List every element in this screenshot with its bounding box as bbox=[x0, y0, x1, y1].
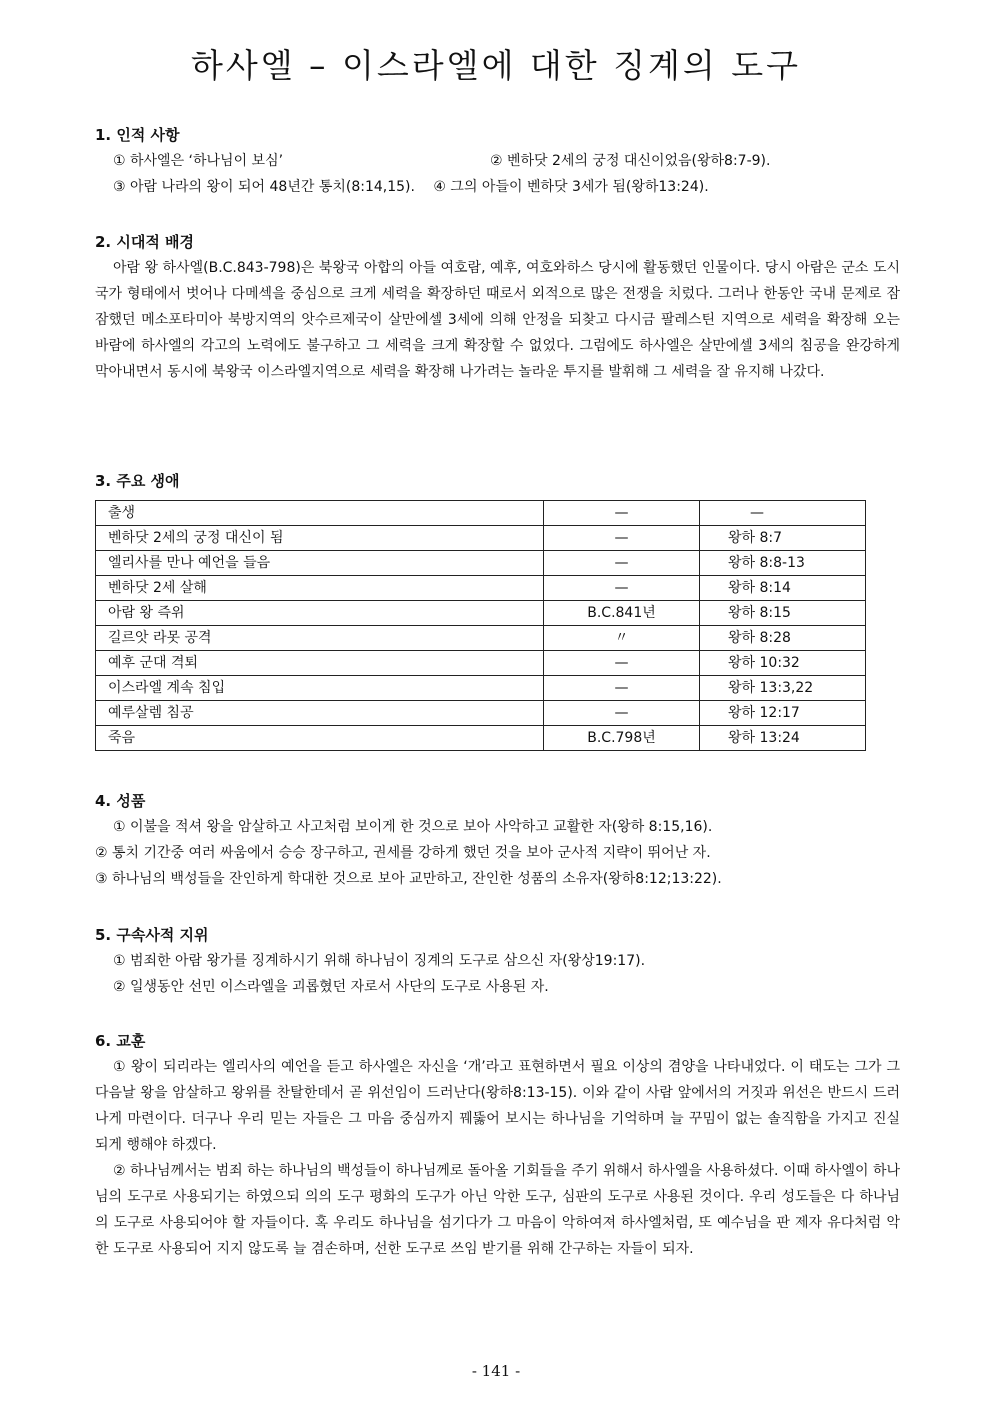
character-item-3: ③ 하나님의 백성들을 잔인하게 학대한 것으로 보아 교만하고, 잔인한 성품의 소유자(왕하8:12;13:22). bbox=[95, 871, 722, 887]
info-item-4: ④ 그의 아들이 벤하닷 3세가 됨(왕하13:24). bbox=[433, 179, 709, 195]
date-cell: — bbox=[544, 651, 700, 676]
ref-cell: 왕하 8:15 bbox=[700, 601, 866, 626]
ref-cell: 왕하 8:28 bbox=[700, 626, 866, 651]
ref-cell: 왕하 12:17 bbox=[700, 701, 866, 726]
lesson-paragraph-2: ② 하나님께서는 범죄 하는 하나님의 백성들이 하나님께로 돌아올 기회들을 주기 위해서 하사엘을 사용하셨다. 이때 하사엘이 하나님의 도구로 사용되기는 하였으되 의의 도구 평화의 도구가 아닌 악한 도구, 심판의 도구로 사용된 것이다. 우리 성도들은 다 하나님의 도구로 사용되어야 할 자들이다. 혹 우리도 하나님을 섬기다가 그 마음이 악하여져 하사엘처럼, 또 예수님을 판 제자 유다처럼 악한 도구로 사용되어 지지 않도록 늘 겸손하며, 선한 도구로 쓰임 받기를 위해 간구하는 자들이 되자. bbox=[95, 1163, 900, 1257]
info-line-1 bbox=[95, 148, 900, 174]
date-cell: B.C.798년 bbox=[544, 726, 700, 751]
event-cell: 아람 왕 즉위 bbox=[96, 601, 544, 626]
life-events-table bbox=[95, 500, 866, 751]
section-major-life bbox=[95, 468, 900, 751]
table-row bbox=[96, 526, 866, 551]
event-cell: 이스라엘 계속 침입 bbox=[96, 676, 544, 701]
date-cell: 〃 bbox=[544, 626, 700, 651]
table-row bbox=[96, 601, 866, 626]
role-item-1: ① 범죄한 아람 왕가를 징계하시기 위해 하나님이 징계의 도구로 삼으신 자(왕상19:17). bbox=[113, 953, 646, 969]
section-redemptive-role bbox=[95, 922, 900, 1000]
date-cell: — bbox=[544, 676, 700, 701]
character-item-1: ① 이불을 적셔 왕을 암살하고 사고처럼 보이게 한 것으로 보아 사악하고 교활한 자(왕하 8:15,16). bbox=[113, 819, 713, 835]
section-personal-info bbox=[95, 122, 900, 200]
date-cell: — bbox=[544, 551, 700, 576]
table-row bbox=[96, 676, 866, 701]
section-heading: 6. 교훈 bbox=[95, 1032, 146, 1050]
ref-cell: 왕하 8:7 bbox=[700, 526, 866, 551]
table-row bbox=[96, 576, 866, 601]
event-cell: 벤하닷 2세 살해 bbox=[96, 576, 544, 601]
background-paragraph: 아람 왕 하사엘(B.C.843-798)은 북왕국 아합의 아들 여호람, 예후, 여호와하스 당시에 활동했던 인물이다. 당시 아람은 군소 도시국가 형태에서 벗어나 다메섹을 중심으로 크게 세력을 확장하던 때로서 외적으로 많은 전쟁을 치렀다. 그러나 한동안 국내 문제로 잠잠했던 메소포타미아 북방지역의 앗수르제국이 살만에셀 3세에 의해 안정을 되찾고 다시금 팔레스틴 지역으로 세력을 확장해 오는 바람에 하사엘의 각고의 노력에도 불구하고 그 세력을 크게 확장할 수 없었다. 그럼에도 하사엘은 살만에셀 3세의 침공을 완강하게 막아내면서 동시에 북왕국 이스라엘지역으로 세력을 확장해 나가려는 놀라운 투지를 발휘해 그 세력을 잘 유지해 나갔다. bbox=[95, 260, 900, 380]
section-character bbox=[95, 788, 900, 892]
role-item-2: ② 일생동안 선민 이스라엘을 괴롭혔던 자로서 사단의 도구로 사용된 자. bbox=[113, 979, 549, 995]
section-background bbox=[95, 229, 900, 385]
info-item-1: ① 하사엘은 ‘하나님이 보심’ bbox=[113, 153, 284, 169]
date-cell: — bbox=[544, 576, 700, 601]
ref-cell: — bbox=[700, 501, 866, 526]
lesson-paragraph-1: ① 왕이 되리라는 엘리사의 예언을 듣고 하사엘은 자신을 ‘개’라고 표현하면서 필요 이상의 겸양을 나타내었다. 이 태도는 그가 그 다음날 왕을 암살하고 왕위를 찬탈한데서 곧 위선임이 드러난다(왕하8:13-15). 이와 같이 사람 앞에서의 거짓과 위선은 반드시 드러나게 마련이다. 더구나 우리 믿는 자들은 그 마음 중심까지 꿰뚫어 보시는 하나님을 기억하며 늘 꾸밈이 없는 솔직함을 가지고 진실 되게 행해야 하겠다. bbox=[95, 1059, 900, 1153]
event-cell: 길르앗 라못 공격 bbox=[96, 626, 544, 651]
event-cell: 출생 bbox=[96, 501, 544, 526]
event-cell: 예루살렘 침공 bbox=[96, 701, 544, 726]
date-cell: B.C.841년 bbox=[544, 601, 700, 626]
section-heading: 4. 성품 bbox=[95, 792, 146, 810]
event-cell: 벤하닷 2세의 궁정 대신이 됨 bbox=[96, 526, 544, 551]
ref-cell: 왕하 13:24 bbox=[700, 726, 866, 751]
event-cell: 예후 군대 격퇴 bbox=[96, 651, 544, 676]
section-heading: 2. 시대적 배경 bbox=[95, 233, 195, 251]
table-row bbox=[96, 501, 866, 526]
table-row bbox=[96, 626, 866, 651]
event-cell: 엘리사를 만나 예언을 들음 bbox=[96, 551, 544, 576]
ref-cell: 왕하 10:32 bbox=[700, 651, 866, 676]
date-cell: — bbox=[544, 501, 700, 526]
table-row bbox=[96, 551, 866, 576]
info-item-3: ③ 아람 나라의 왕이 되어 48년간 통치(8:14,15). bbox=[113, 179, 415, 195]
ref-cell: 왕하 8:14 bbox=[700, 576, 866, 601]
info-line-2 bbox=[95, 174, 900, 200]
table-row bbox=[96, 651, 866, 676]
info-item-2: ② 벤하닷 2세의 궁정 대신이었음(왕하8:7-9). bbox=[490, 153, 771, 169]
page-number: - 141 - bbox=[471, 1362, 521, 1380]
character-item-2: ② 통치 기간중 여러 싸움에서 승승 장구하고, 권세를 강하게 했던 것을 보아 군사적 지략이 뛰어난 자. bbox=[95, 845, 711, 861]
page-title: 하사엘 – 이스라엘에 대한 징계의 도구 bbox=[190, 46, 802, 85]
event-cell: 죽음 bbox=[96, 726, 544, 751]
section-heading: 3. 주요 생애 bbox=[95, 472, 180, 490]
section-heading: 1. 인적 사항 bbox=[95, 126, 180, 144]
date-cell: — bbox=[544, 526, 700, 551]
section-lessons bbox=[95, 1028, 900, 1262]
ref-cell: 왕하 8:8-13 bbox=[700, 551, 866, 576]
date-cell: — bbox=[544, 701, 700, 726]
table-row bbox=[96, 726, 866, 751]
table-row bbox=[96, 701, 866, 726]
ref-cell: 왕하 13:3,22 bbox=[700, 676, 866, 701]
section-heading: 5. 구속사적 지위 bbox=[95, 926, 209, 944]
